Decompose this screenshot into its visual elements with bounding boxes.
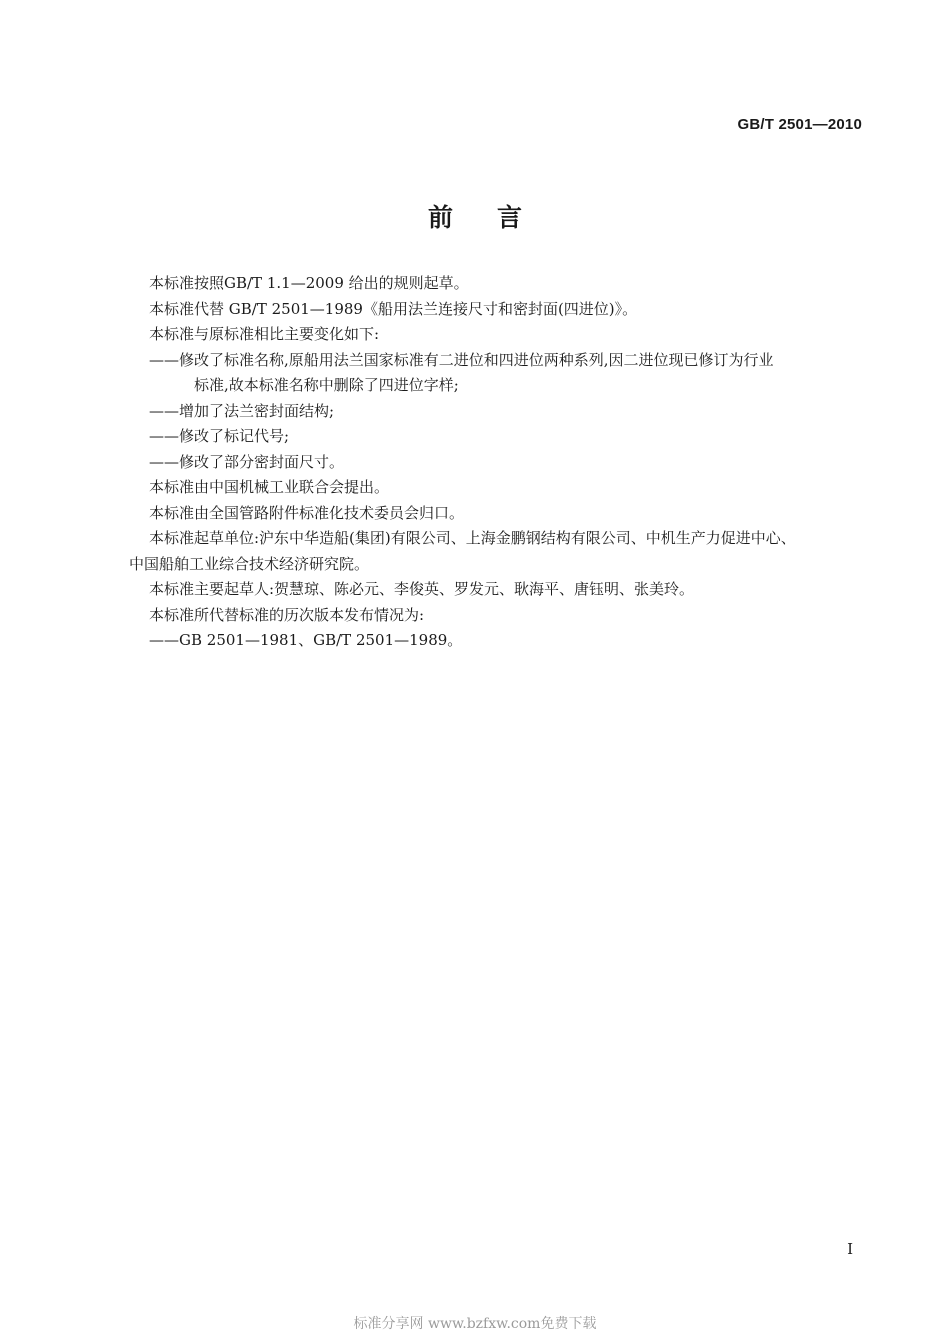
paragraph: 本标准由全国管路附件标准化技术委员会归口。 [149,503,465,522]
list-item: ——修改了标准名称,原船用法兰国家标准有二进位和四进位两种系列,因二进位现已修订为行业 [149,350,774,369]
foreword-body [129,271,869,654]
list-item-continuation: 标准,故本标准名称中删除了四进位字样; [194,376,459,394]
paragraph: 本标准按照GB/T 1.1—2009 给出的规则起草。 [149,274,469,292]
list-item: ——修改了标记代号; [149,427,290,445]
paragraph: 本标准起草单位:沪东中华造船(集团)有限公司、上海金鹏钢结构有限公司、中机生产力促进中心、 [149,529,796,547]
standard-code: GB/T 2501—2010 [737,116,862,133]
page-number: I [847,1240,853,1258]
list-item: ——增加了法兰密封面结构; [149,401,335,420]
footer-watermark: 标准分享网 www.bzfxw.com免费下载 [353,1316,597,1332]
list-item: ——GB 2501—1981、GB/T 2501—1989。 [149,631,463,649]
paragraph: 本标准代替 GB/T 2501—1989《船用法兰连接尺寸和密封面(四进位)》。 [149,299,638,318]
list-item: ——修改了部分密封面尺寸。 [149,452,345,471]
page-title: 前言 [427,203,566,232]
paragraph: 本标准由中国机械工业联合会提出。 [149,478,390,496]
paragraph: 本标准所代替标准的历次版本发布情况为: [149,605,425,624]
paragraph: 本标准与原标准相比主要变化如下: [149,325,380,343]
paragraph-continuation: 中国船舶工业综合技术经济研究院。 [129,554,370,573]
paragraph: 本标准主要起草人:贺慧琼、陈必元、李俊英、罗发元、耿海平、唐钰明、张美玲。 [149,580,695,598]
